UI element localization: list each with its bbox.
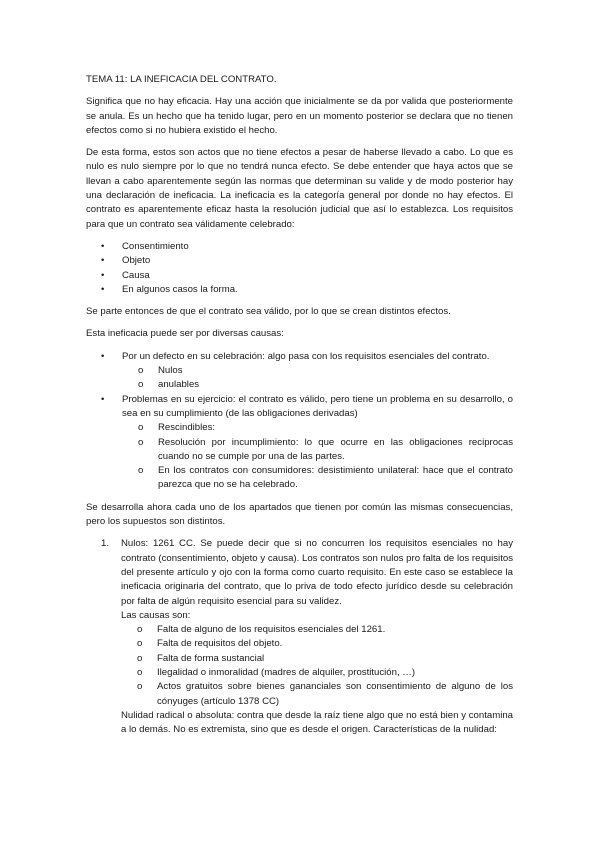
document-body bbox=[86, 73, 513, 737]
problemas-sublist bbox=[122, 421, 513, 492]
document-title: TEMA 11: LA INEFICACIA DEL CONTRATO. bbox=[86, 74, 277, 85]
sublist-item: o Ilegalidad o inmoralidad (madres de alquiler, prostitución, …) bbox=[121, 666, 513, 680]
numbered-list bbox=[86, 537, 513, 737]
sublist-item: o Nulos bbox=[122, 364, 513, 378]
sublist-item: o anulables bbox=[122, 378, 513, 392]
paragraph-diversas-causas: Esta ineficacia puede ser por diversas causas: bbox=[86, 328, 284, 340]
list-item: • Causa bbox=[86, 269, 513, 283]
list-item: • Consentimiento bbox=[86, 240, 513, 254]
sublist-item: o Resolución por incumplimiento: lo que ocurre en las obligaciones reciprocas cuando no se cumple por una de las partes. bbox=[122, 436, 513, 465]
item-number: 1. bbox=[101, 538, 110, 550]
nulos-causas-sublist bbox=[121, 623, 513, 709]
numbered-item-nulos bbox=[86, 537, 513, 737]
list-item-problemas bbox=[86, 393, 513, 493]
list-item: • Objeto bbox=[86, 254, 513, 268]
defecto-sublist bbox=[122, 364, 513, 393]
nulidad-radical-text: Nulidad radical o absoluta: contra que desde la raíz tiene algo que no está bien y contamina a lo demás. No es extremista, sino que es desde el origen. Características de la nulidad: bbox=[121, 709, 513, 736]
sublist-item: o Rescindibles: bbox=[122, 421, 513, 435]
sublist-item: o Actos gratuitos sobre bienes gananciales son consentimiento de alguno de los cónyuges (artículo 1378 CC) bbox=[121, 680, 513, 709]
sublist-item: o Falta de alguno de los requisitos esenciales del 1261. bbox=[121, 623, 513, 637]
nulos-text: Nulos: 1261 CC. Se puede decir que si no concurren los requisitos esenciales no hay contrato (consentimiento, objeto y causa). Los contratos son nulos pro falta de los requisitos del presente artículo y ojo con la forma como cuarto requisito. En este caso se establece la ineficacia originaria del contrato, que lo priva de todo efecto jurídico desde su celebración por falta de algún requisito esencial para su validez. bbox=[121, 538, 513, 607]
paragraph-contrato-valido: Se parte entonces de que el contrato sea válido, por lo que se crean distintos efectos. bbox=[86, 306, 451, 318]
requisitos-list bbox=[86, 240, 513, 297]
sublist-item: o Falta de requisitos del objeto. bbox=[121, 637, 513, 651]
causas-label: Las causas son: bbox=[121, 609, 191, 621]
paragraph-definition: Significa que no hay eficacia. Hay una acción que inicialmente se da por valida que posteriormente se anula. Es un hecho que ha tenido lugar, pero en un momento posterior se declara que no tienen efectos como si no hubiera existido el hecho. bbox=[86, 96, 513, 136]
sublist-item: o En los contratos con consumidores: desistimiento unilateral: hace que el contrato parezca que no se ha celebrado. bbox=[122, 464, 513, 493]
paragraph-desarrollo: Se desarrolla ahora cada uno de los apartados que tienen por común las mismas consecuencias, pero los supuestos son distintos. bbox=[86, 501, 513, 528]
list-item-defecto bbox=[86, 350, 513, 393]
list-item: • En algunos casos la forma. bbox=[86, 283, 513, 297]
list-item-text: • Problemas en su ejercicio: el contrato es válido, pero tiene un problema en su desarrollo, o sea en su cumplimiento (de las obligaciones derivadas) bbox=[122, 393, 513, 419]
causas-list bbox=[86, 350, 513, 493]
sublist-item: o Falta de forma sustancial bbox=[121, 652, 513, 666]
paragraph-ineficacia-explanation: De esta forma, estos son actos que no tiene efectos a pesar de haberse llevado a cabo. Lo que es nulo es nulo siempre por lo que no tendrá nunca efecto. Se debe entender que haya actos que se llevan a cabo aparentemente según las normas que determinan su valide y de modo posterior hay una declaración de ineficacia. La ineficacia es la categoría general por donde no hay efectos. El contrato es aparentemente eficaz hasta la resolución judicial que así lo establezca. Los requisitos para que un contrato sea válidamente celebrado: bbox=[86, 147, 513, 230]
list-item-text: • Por un defecto en su celebración: algo pasa con los requisitos esenciales del contrato. bbox=[122, 350, 490, 362]
